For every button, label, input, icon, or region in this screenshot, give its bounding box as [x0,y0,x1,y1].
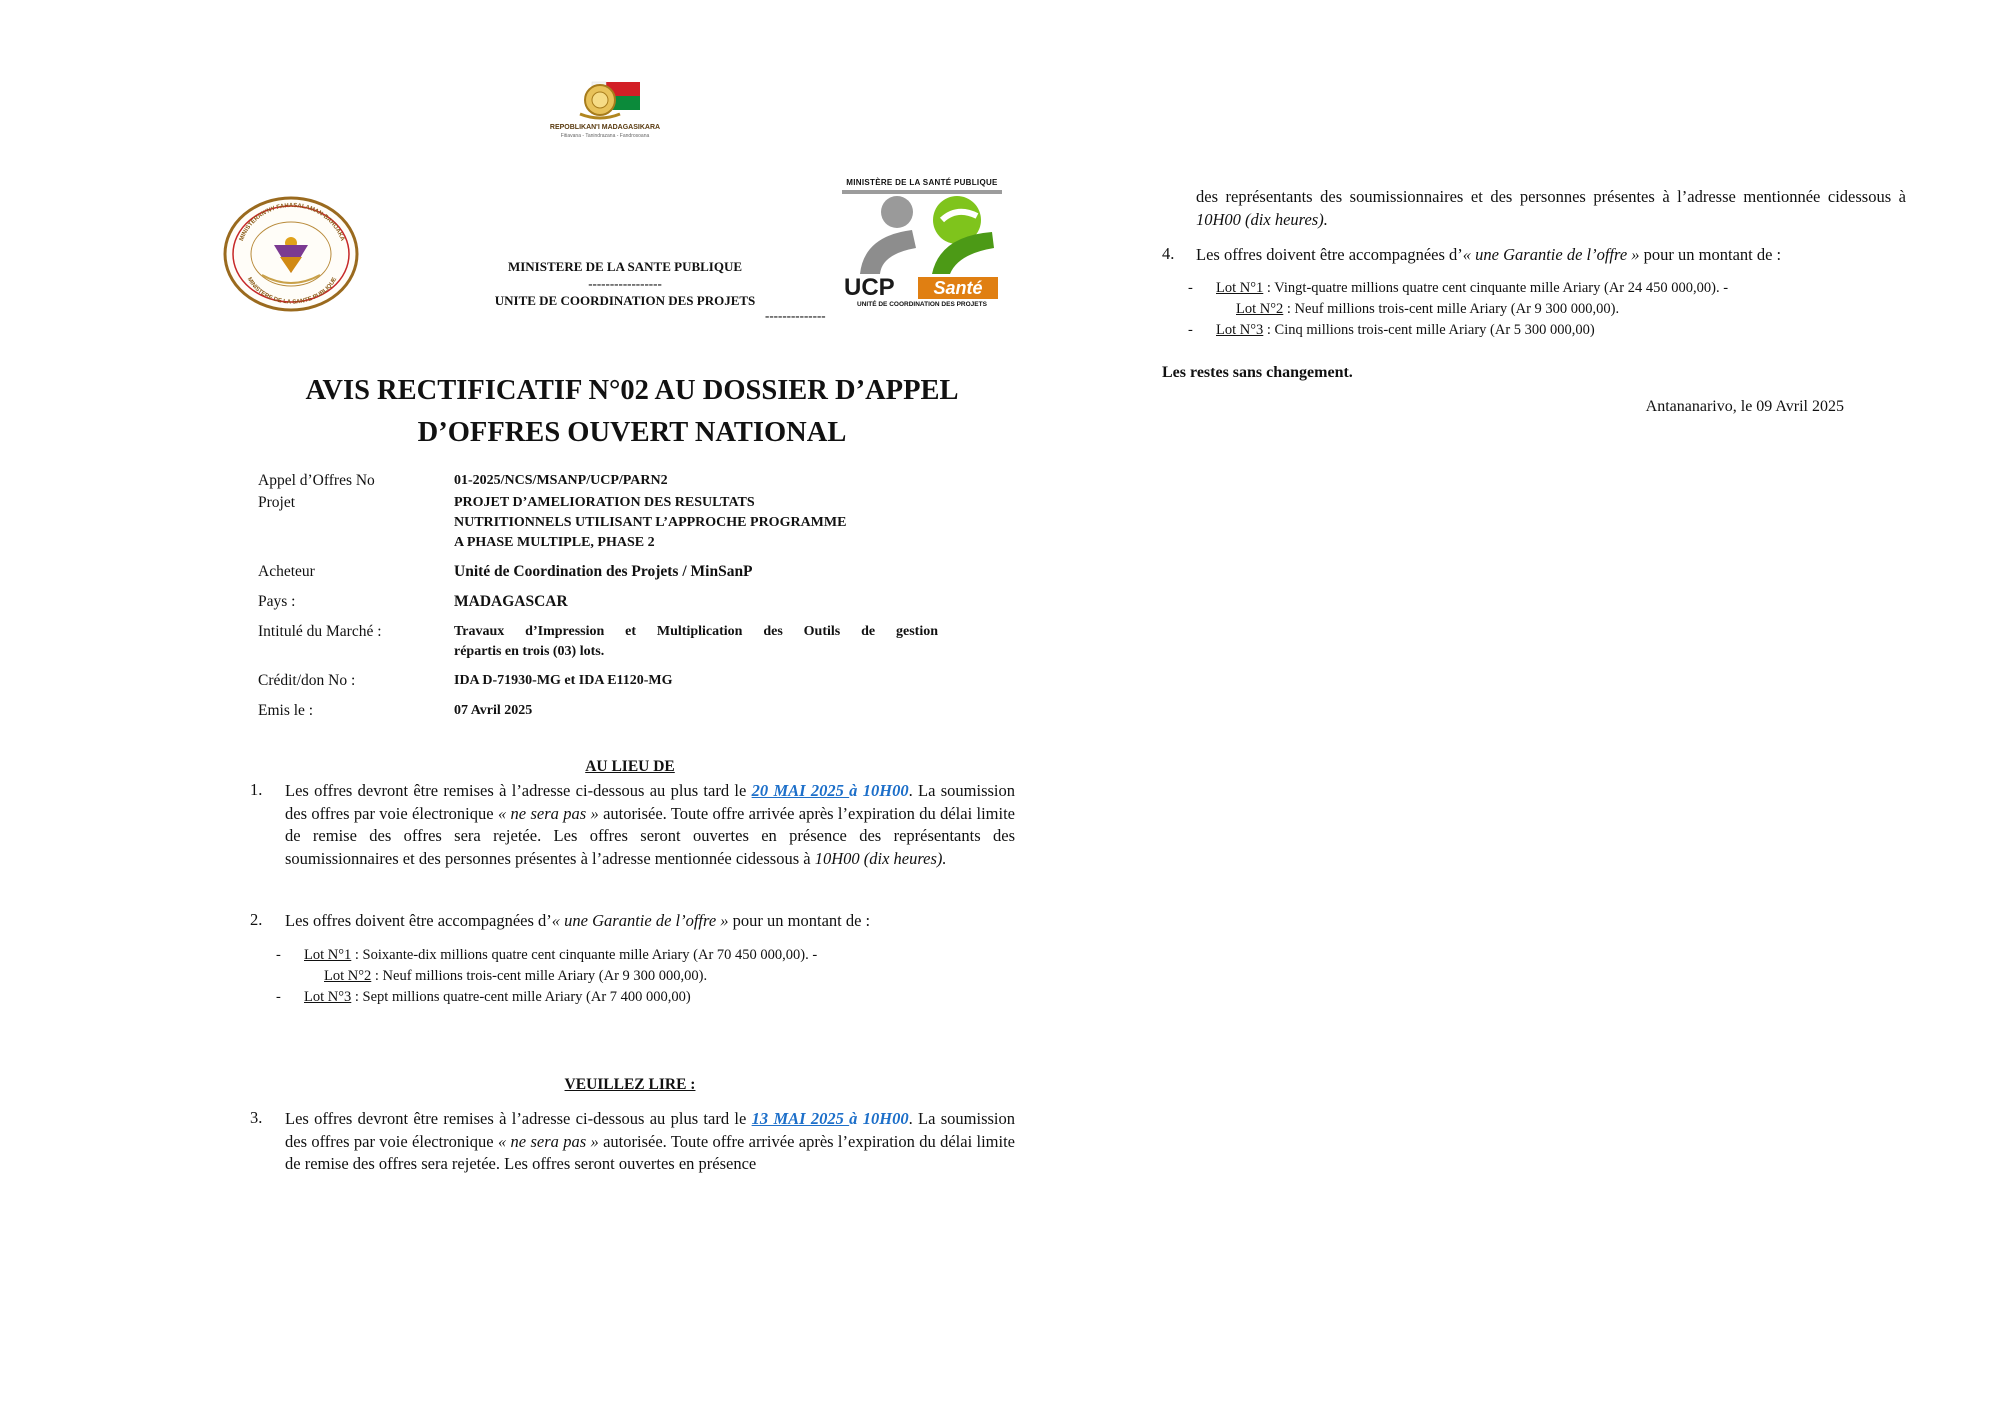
item-3-text-b: . La soumission des offres par voie électronique [285,1109,1015,1151]
intitule-value-line-2: répartis en trois (03) lots. [454,644,605,659]
credit-label: Crédit/don No : [258,672,356,689]
pays-label: Pays : [258,593,296,610]
item-4-quote: « une Garantie de l’offre » [1462,245,1640,264]
item-1-hour: 10H00 (dix heures). [814,848,947,868]
lot-2-label: Lot N°2 [324,968,372,984]
item-1-text-b: . La soumission des offres par voie électronique [285,781,1015,823]
intitule-label: Intitulé du Marché : [258,623,382,640]
ministry-dashes: ----------------- [588,276,662,291]
seal-top-text: MINISTERAN'NY FAHASALAMAN-BAHOAKA [238,202,346,242]
new-lot-2-row [1188,299,1908,320]
item-2-text-a: Les offres doivent être accompagnées d’ [285,911,552,930]
closing-note: Les restes sans changement. [1162,364,1353,381]
lot-2-row [276,966,996,987]
lot-1-row: - Lot N°1 : Soixante-dix millions quatre cent cinquante mille Ariary (Ar 70 450 000,00). - [276,947,818,963]
info-row-intitule [258,621,938,662]
veuillez-lire-heading: VEUILLEZ LIRE : [564,1076,696,1093]
pays-value: MADAGASCAR [454,593,568,610]
ucp-logo-bottom: UNITÉ DE COORDINATION DES PROJETS [857,301,987,308]
item-3-continuation [1196,186,1906,231]
ucp-logo-sante: Santé [918,277,998,299]
info-row-emis [258,700,938,722]
lot-2-text: : Neuf millions trois-cent mille Ariary (Ar 9 300 000,00). [371,968,708,984]
intitule-value [454,621,938,662]
lot-1-label: Lot N°1 [304,947,352,963]
item-4-text-a: Les offres doivent être accompagnées d’ [1196,245,1463,264]
item-3-text-c: autorisée. Toute offre arrivée après l’expiration du délai limite de remise des offres sera rejetée. Les offres seront ouvertes en présence [285,1131,1015,1173]
ucp-graphic-icon [842,190,1002,276]
place-and-date: Antananarivo, le 09 Avril 2025 [1645,398,1844,415]
item-3-text [285,1108,1015,1176]
emis-value: 07 Avril 2025 [454,703,533,718]
title-line-2: D’OFFRES OUVERT NATIONAL [417,417,847,448]
item-1-at: à [849,781,858,800]
ao-label: Appel d’Offres No [258,472,375,489]
projet-value-line-1: PROJET D’AMELIORATION DES RESULTATS [454,495,755,510]
crest-text: REPOBLIKAN'I MADAGASIKARA [549,124,661,131]
item-3-hour: 10H00 (dix heures). [1196,209,1328,229]
item-4-number: 4. [1162,244,1175,263]
item-4-text [1196,244,1906,267]
new-lot-1-label: Lot N°1 [1216,280,1264,296]
item-3-text-a: Les offres devront être remises à l’adresse ci-dessous au plus tard le [285,1109,752,1128]
item-1-text [285,780,1015,870]
new-lot-1-text: : Vingt-quatre millions quatre cent cinquante mille Ariary (Ar 24 450 000,00). - [1263,280,1729,296]
acheteur-value: Unité de Coordination des Projets / MinSanP [454,563,753,580]
new-lot-3-row: - Lot N°3 : Cinq millions trois-cent mille Ariary (Ar 5 300 000,00) [1188,322,1595,338]
info-row-credit [258,670,938,692]
new-lot-2-text: : Neuf millions trois-cent mille Ariary (Ar 9 300 000,00). [1283,301,1620,317]
lot-3-text: : Sept millions quatre-cent mille Ariary (Ar 7 400 000,00) [351,989,691,1005]
item-3-date: 13 MAI 2025 [751,1109,850,1128]
title-line-1: AVIS RECTIFICATIF N°02 AU DOSSIER D’APPEL [305,375,959,406]
projet-value-line-2: NUTRITIONNELS UTILISANT L’APPROCHE PROGRAMME [454,515,847,530]
info-row-projet [258,492,938,553]
projet-value-line-3: A PHASE MULTIPLE, PHASE 2 [454,535,655,550]
item-1-text-a: Les offres devront être remises à l’adresse ci-dessous au plus tard le [285,781,752,800]
info-row-ao [258,470,938,492]
crest-emblem-icon [540,74,670,124]
item-1-date: 20 MAI 2025 [751,781,850,800]
item-3-number: 3. [250,1108,263,1127]
republic-crest-logo [540,74,670,144]
ministry-seal-logo [222,195,360,313]
ucp-sante-logo [842,178,1002,308]
lot-3-row: - Lot N°3 : Sept millions quatre-cent mille Ariary (Ar 7 400 000,00) [276,989,691,1005]
item-2-quote: « une Garantie de l’offre » [551,911,729,930]
au-lieu-de-heading: AU LIEU DE [585,758,675,775]
ministry-line: MINISTERE DE LA SANTE PUBLIQUE [507,259,743,274]
document-title [232,370,1032,454]
new-lot-3-label: Lot N°3 [1216,322,1264,338]
ucp-logo-word: UCP [844,274,895,301]
credit-value: IDA D-71930-MG et IDA E1120-MG [454,673,673,688]
projet-value [454,492,938,553]
new-lot-3-text: : Cinq millions trois-cent mille Ariary (Ar 5 300 000,00) [1263,322,1595,338]
emis-label: Emis le : [258,702,314,719]
item-1-text-c: autorisée. Toute offre arrivée après l’expiration du délai limite de remise des offres sera rejetée. Les offres seront ouvertes en présence des représentants des soumissionnaires et des personnes présentes à l’adresse mentionnée cidessous à [285,803,1015,868]
ministry-heading [455,258,795,309]
info-row-acheteur [258,561,938,583]
intitule-value-line-1: Travaux d’Impression et Multiplication des Outils de gestion [454,624,938,639]
new-lot-1-row: - Lot N°1 : Vingt-quatre millions quatre cent cinquante mille Ariary (Ar 24 450 000,00). - [1188,280,1729,296]
acheteur-label: Acheteur [258,563,315,580]
seal-bottom-text: MINISTERE DE LA SANTE PUBLIQUE [245,276,339,306]
info-row-pays [258,591,938,613]
tender-info-table [258,470,938,722]
item-2-number: 2. [250,910,263,929]
lot-1-text: : Soixante-dix millions quatre cent cinquante mille Ariary (Ar 70 450 000,00). - [351,947,818,963]
crest-motto: Fitiavana - Tanindrazana - Fandrosoana [560,133,650,139]
item-3-at: à [849,1109,858,1128]
ministry-unit: UNITE DE COORDINATION DES PROJETS [494,293,756,308]
item-1-time: 10H00 [857,781,909,800]
ao-value: 01-2025/NCS/MSANP/UCP/PARN2 [454,473,668,488]
veuillez-lire-lots [1188,278,1908,341]
item-1-quote: « ne sera pas » [497,803,599,823]
item-2-text [285,910,1015,933]
item-3-quote: « ne sera pas » [497,1131,599,1151]
seal-icon [222,195,360,313]
ucp-logo-top: MINISTÈRE DE LA SANTÉ PUBLIQUE [846,178,998,187]
new-lot-2-label: Lot N°2 [1236,301,1284,317]
au-lieu-de-lots [276,945,996,1008]
item-3-time: 10H00 [857,1109,909,1128]
item-1-number: 1. [250,780,263,799]
dash-separator: -------------- [765,308,826,323]
lot-3-label: Lot N°3 [304,989,352,1005]
item-3-cont-text: des représentants des soumissionnaires et des personnes présentes à l’adresse mentionnée cidessous à [1196,187,1906,206]
item-2-text-b: pour un montant de : [728,911,871,930]
projet-label: Projet [258,494,296,511]
item-4-text-b: pour un montant de : [1639,245,1782,264]
